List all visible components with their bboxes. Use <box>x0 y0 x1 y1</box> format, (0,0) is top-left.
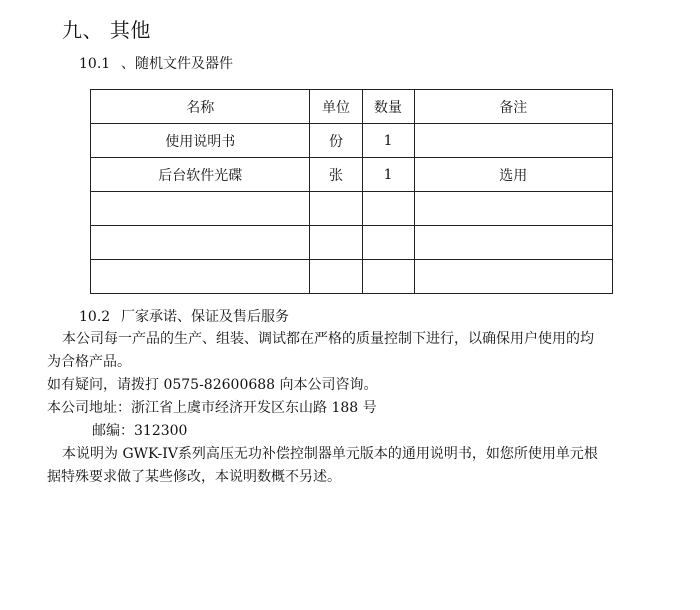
table-row <box>91 158 613 192</box>
cell-quantity <box>362 260 414 294</box>
accessories-table <box>90 89 613 294</box>
cell-unit <box>310 192 362 226</box>
cell-quantity <box>362 192 414 226</box>
note-paragraph-line-1: 本说明为 GWK-IV系列高压无功补偿控制器单元版本的通用说明书，如您所使用单元根 <box>62 446 598 462</box>
subsection-heading-10-1 <box>79 54 233 74</box>
address-line: 本公司地址：浙江省上虞市经济开发区东山路 188 号 <box>47 400 377 416</box>
cell-remark <box>414 226 612 260</box>
subsection-title: 厂家承诺、保证及售后服务 <box>121 309 289 325</box>
cell-unit: 份 <box>310 124 362 158</box>
cell-unit <box>310 260 362 294</box>
cell-remark <box>414 192 612 226</box>
column-header-unit: 单位 <box>310 90 362 124</box>
cell-quantity: 1 <box>362 124 414 158</box>
table-row-empty <box>91 226 613 260</box>
cell-name <box>91 192 310 226</box>
cell-quantity: 1 <box>362 158 414 192</box>
section-title: 九、 其他 <box>62 18 151 42</box>
table-row-empty <box>91 260 613 294</box>
subsection-number: 10.1 <box>79 56 111 72</box>
table-row-empty <box>91 192 613 226</box>
cell-name <box>91 226 310 260</box>
cell-name <box>91 260 310 294</box>
cell-remark <box>414 124 612 158</box>
quality-paragraph-line-2: 为合格产品。 <box>47 354 131 370</box>
cell-unit <box>310 226 362 260</box>
contact-line: 如有疑问，请拨打 0575-82600688 向本公司咨询。 <box>47 377 378 393</box>
cell-remark <box>414 260 612 294</box>
column-header-remark: 备注 <box>414 90 612 124</box>
postcode-line: 邮编：312300 <box>92 423 188 439</box>
note-paragraph-line-2: 据特殊要求做了某些修改，本说明数概不另述。 <box>47 469 341 485</box>
column-header-quantity: 数量 <box>362 90 414 124</box>
quality-paragraph-line-1: 本公司每一产品的生产、组装、调试都在严格的质量控制下进行，以确保用户使用的均 <box>62 331 594 347</box>
table-header-row <box>91 90 613 124</box>
table-row <box>91 124 613 158</box>
cell-name: 后台软件光碟 <box>91 158 310 192</box>
cell-unit: 张 <box>310 158 362 192</box>
column-header-name: 名称 <box>91 90 310 124</box>
subsection-heading-10-2 <box>79 307 289 327</box>
cell-quantity <box>362 226 414 260</box>
cell-remark: 选用 <box>414 158 612 192</box>
subsection-title: 、随机文件及器件 <box>121 56 233 72</box>
cell-name: 使用说明书 <box>91 124 310 158</box>
subsection-number: 10.2 <box>79 309 111 325</box>
